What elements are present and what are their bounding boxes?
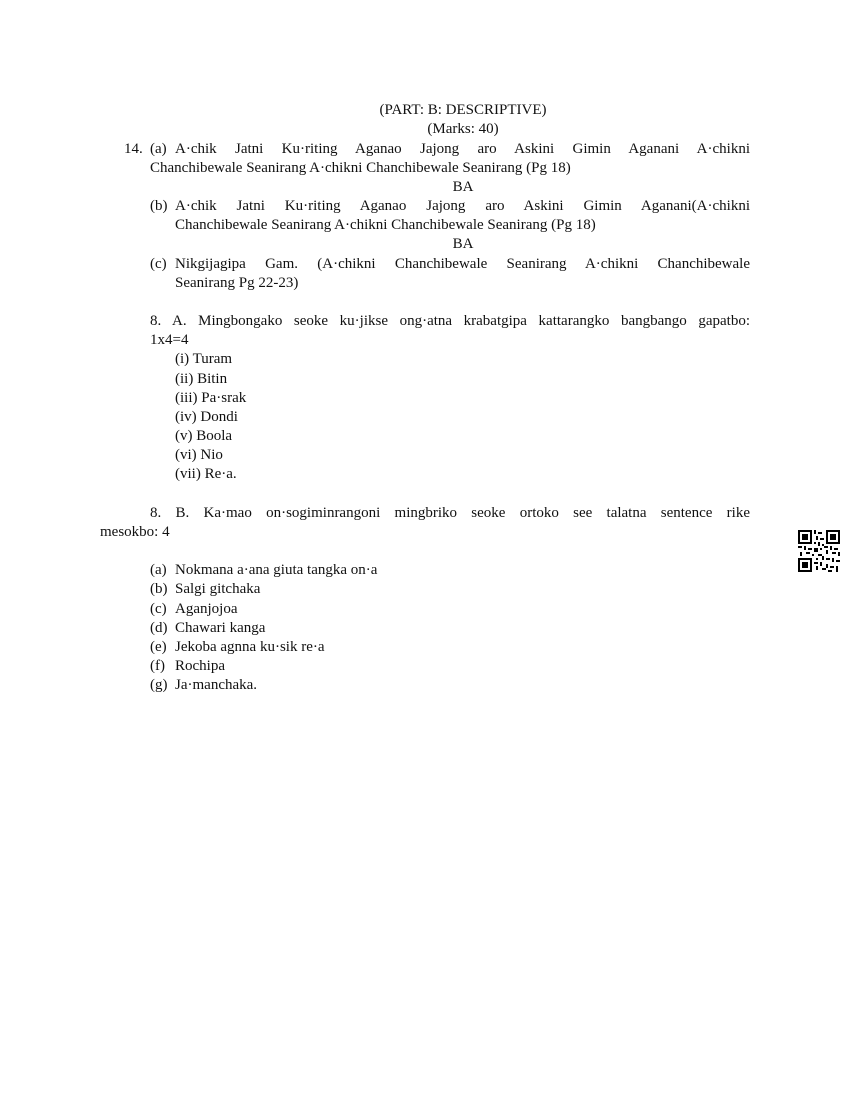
q8a-marks: 1x4=4: [150, 332, 189, 348]
list-item-label: (e): [150, 639, 167, 655]
option-a-line2: Chanchibewale Seanirang A·chikni Chanchibewale Seanirang (Pg 18): [150, 160, 571, 176]
list-item: Ja·manchaka.: [175, 677, 258, 693]
list-item-label: (d): [150, 620, 168, 636]
option-b-line2: Chanchibewale Seanirang A·chikni Chanchibewale Seanirang (Pg 18): [175, 217, 596, 233]
list-item: Aganjojoa: [175, 601, 238, 617]
question-number: 14.: [124, 141, 143, 157]
list-item: Rochipa: [175, 658, 225, 674]
list-item-label: (g): [150, 677, 168, 693]
or-separator: BA: [452, 236, 474, 252]
option-c-line1: Nikgijagipa Gam. (A·chikni Chanchibewale Seanirang A·chikni Chanchibewale: [175, 256, 750, 272]
q8a-instruction-line1: 8. A. Mingbongako seoke ku·jikse ong·atna krabatgipa kattarangko bangbango gapatbo:: [150, 313, 750, 329]
q8b-instruction-line1: 8. B. Ka·mao on·sogiminrangoni mingbriko seoke ortoko see talatna sentence rike: [150, 505, 750, 521]
part-title: (PART: B: DESCRIPTIVE): [379, 102, 547, 118]
q8b-instruction-line2: mesokbo: 4: [100, 524, 170, 540]
list-item: (vii) Re·a.: [175, 466, 237, 482]
list-item: (i) Turam: [175, 351, 233, 367]
option-a-line1: A·chik Jatni Ku·riting Aganao Jajong aro Askini Gimin Aganani A·chikni: [175, 141, 750, 157]
list-item-label: (a): [150, 562, 167, 578]
list-item: (iv) Dondi: [175, 409, 238, 425]
marks-label: (Marks: 40): [427, 121, 499, 137]
list-item: Nokmana a·ana giuta tangka on·a: [175, 562, 378, 578]
list-item: (vi) Nio: [175, 447, 223, 463]
option-c-line2: Seanirang Pg 22-23): [175, 275, 299, 291]
list-item: (v) Boola: [175, 428, 233, 444]
option-c-label: (c): [150, 256, 167, 272]
list-item: (ii) Bitin: [175, 371, 228, 387]
list-item-label: (f): [150, 658, 165, 674]
list-item: (iii) Pa·srak: [175, 390, 247, 406]
or-separator: BA: [452, 179, 474, 195]
list-item-label: (b): [150, 581, 168, 597]
option-a-label: (a): [150, 141, 167, 157]
list-item-label: (c): [150, 601, 167, 617]
qr-code-icon: [798, 530, 840, 572]
option-b-line1: A·chik Jatni Ku·riting Aganao Jajong aro Askini Gimin Aganani(A·chikni: [175, 198, 750, 214]
option-b-label: (b): [150, 198, 168, 214]
list-item: Jekoba agnna ku·sik re·a: [175, 639, 325, 655]
list-item: Chawari kanga: [175, 620, 266, 636]
list-item: Salgi gitchaka: [175, 581, 261, 597]
